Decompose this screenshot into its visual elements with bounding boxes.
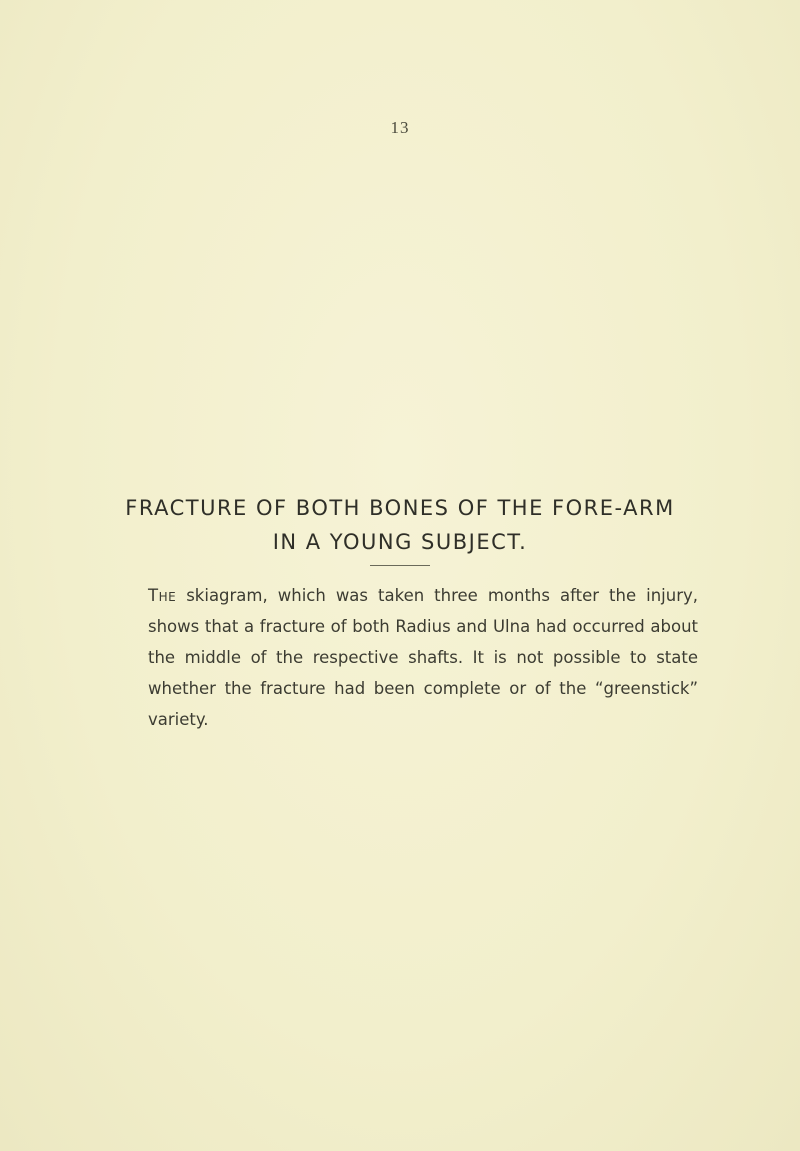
paragraph-body: skiagram, which was taken three months after the injury, shows that a fracture of both Radius and Ulna had occurred about the middle of the respective shafts. It is not possible to state whether the fracture had been complete or of the “greenstick” variety. [148,586,698,729]
paragraph-text [148,580,698,735]
paragraph-lead-word: The [148,586,177,605]
body-paragraph [148,580,698,735]
section-title [0,491,800,559]
section-title-line-1: FRACTURE OF BOTH BONES OF THE FORE-ARM [125,496,675,520]
page-number: 13 [390,118,410,137]
title-divider-rule [370,565,430,566]
section-title-line-2: IN A YOUNG SUBJECT. [272,530,528,554]
